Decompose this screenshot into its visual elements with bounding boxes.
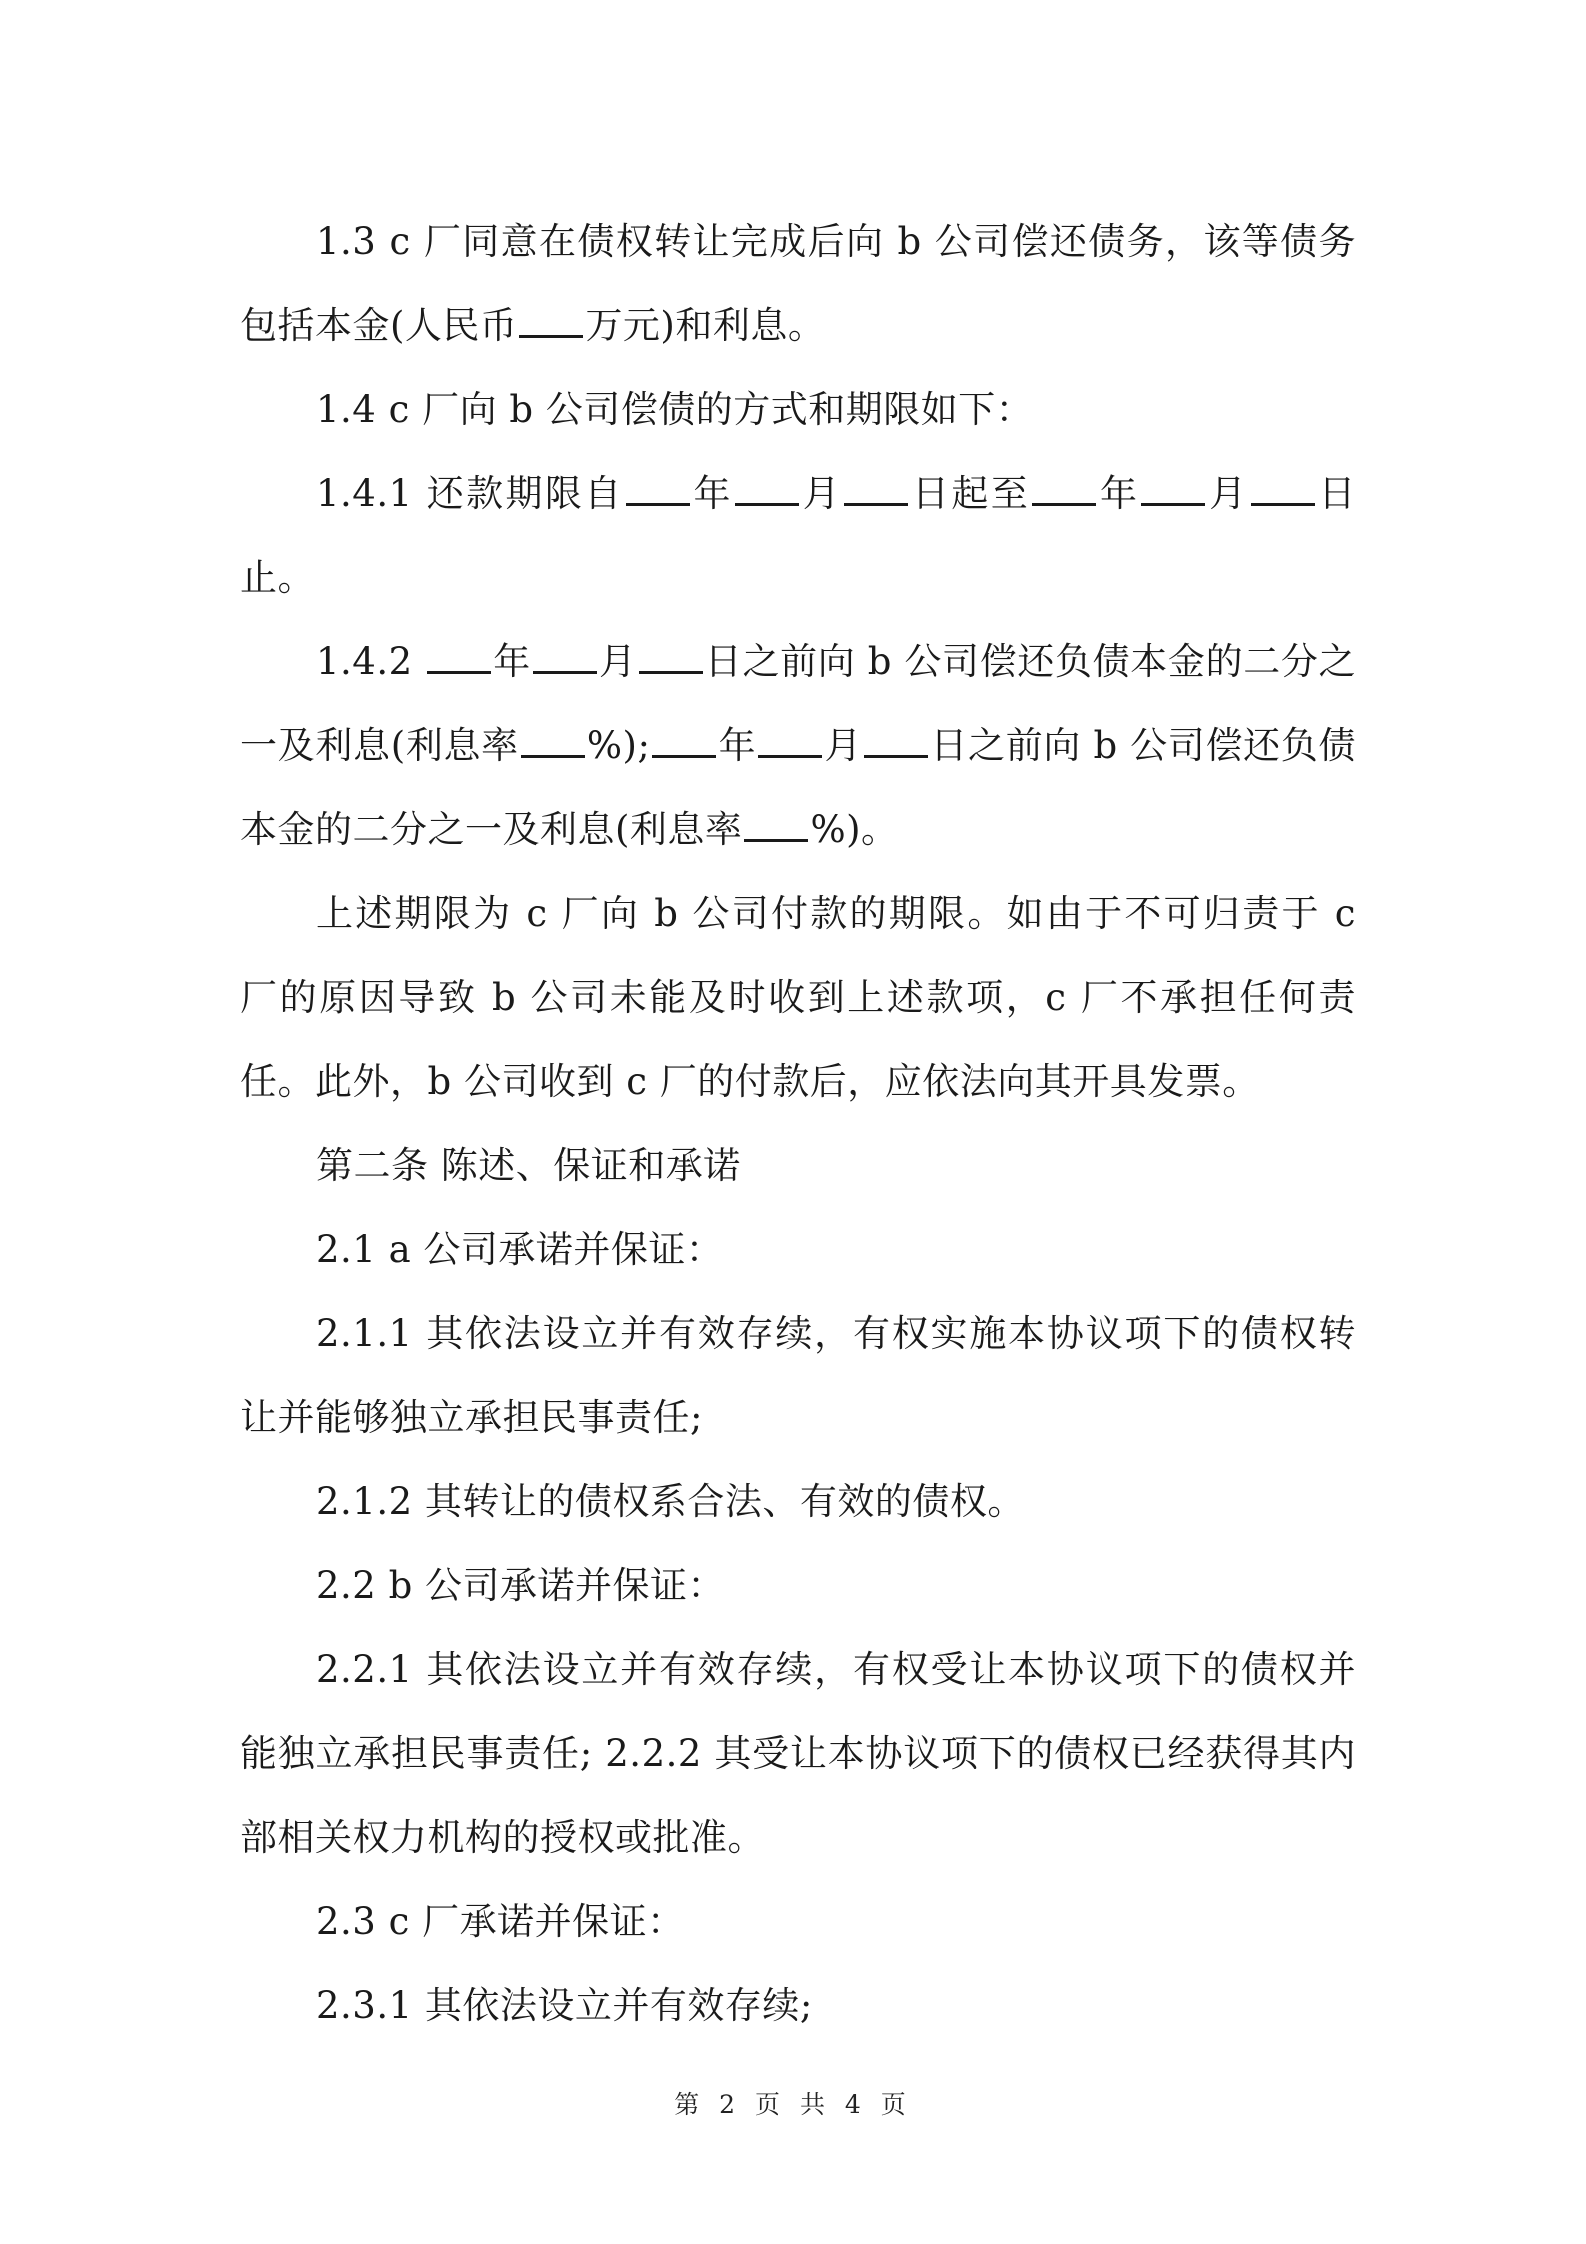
clause-text: 万元)和利息。 — [585, 304, 826, 347]
clause-2-3-1 — [240, 1964, 1356, 2048]
clause-2-1-2 — [240, 1460, 1356, 1544]
payment-period-note — [240, 872, 1356, 1124]
clause-text: 1.4.1 还款期限自 — [316, 472, 624, 515]
clause-text: %)。 — [810, 808, 899, 851]
blank-line — [427, 637, 491, 674]
clause-text: 2.1.1 其依法设立并有效存续，有权实施本协议项下的债权转让并能够独立承担民事责任; — [240, 1312, 1356, 1439]
clause-text: 1.4 c 厂向 b 公司偿债的方式和期限如下： — [316, 388, 1034, 431]
clause-text: 日止。 — [240, 472, 1357, 599]
blank-line — [735, 469, 799, 506]
clause-2-1-1 — [240, 1292, 1356, 1460]
clause-text: 日之前向 b 公司偿还负债本金的二分之一及利息(利息率 — [240, 640, 1357, 767]
blank-line — [639, 637, 703, 674]
blank-line — [1251, 469, 1315, 506]
clause-text: 2.2 b 公司承诺并保证： — [316, 1564, 726, 1607]
clause-1-4 — [240, 368, 1356, 452]
blank-line — [864, 721, 928, 758]
clause-text: 年 — [1098, 472, 1140, 515]
clause-1-3 — [240, 200, 1356, 368]
clause-text: 月 — [1207, 472, 1249, 515]
clause-text: 月 — [824, 724, 863, 767]
clause-2-2 — [240, 1544, 1356, 1628]
page-footer — [0, 2085, 1586, 2121]
blank-line — [758, 721, 822, 758]
clause-2-1 — [240, 1208, 1356, 1292]
document-page — [240, 200, 1356, 2048]
blank-line — [844, 469, 908, 506]
clause-text: 年 — [718, 724, 757, 767]
clause-text: 年 — [493, 640, 531, 683]
clause-text: 月 — [598, 640, 637, 683]
blank-line — [521, 721, 585, 758]
clause-text: 2.1 a 公司承诺并保证： — [316, 1228, 724, 1271]
clause-text: 上述期限为 c 厂向 b 公司付款的期限。如由于不可归责于 c 厂的原因导致 b 公司未能及时收到上述款项，c 厂不承担任何责任。此外，b 公司收到 c 厂的付款后，应依法向其开具发票。 — [240, 892, 1356, 1103]
blank-line — [1141, 469, 1205, 506]
article-2-heading — [240, 1124, 1356, 1208]
page-number-label: 第 2 页 共 4 页 — [674, 2090, 912, 2119]
clause-text: 2.3 c 厂承诺并保证： — [316, 1900, 685, 1943]
clause-2-3 — [240, 1880, 1356, 1964]
clause-text: 年 — [691, 472, 733, 515]
blank-line — [533, 637, 597, 674]
clause-2-2-1 — [240, 1628, 1356, 1880]
clause-text: 1.3 c 厂同意在债权转让完成后向 b 公司偿还债务，该等债务包括本金(人民币 — [240, 220, 1356, 347]
clause-text: 2.3.1 其依法设立并有效存续; — [316, 1984, 813, 2027]
blank-line — [626, 469, 690, 506]
clause-text: 2.1.2 其转让的债权系合法、有效的债权。 — [316, 1480, 1025, 1523]
blank-line — [519, 301, 583, 338]
clause-text: 2.2.1 其依法设立并有效存续，有权受让本协议项下的债权并能独立承担民事责任; 2.2.2 其受让本协议项下的债权已经获得其内部相关权力机构的授权或批准。 — [240, 1648, 1356, 1859]
blank-line — [744, 805, 808, 842]
clause-1-4-2 — [240, 620, 1356, 872]
blank-line — [652, 721, 716, 758]
clause-text: %); — [586, 724, 651, 767]
blank-line — [1032, 469, 1096, 506]
clause-text: 1.4.2 — [316, 640, 426, 683]
clause-text: 日起至 — [910, 472, 1031, 515]
clause-text: 月 — [800, 472, 843, 515]
clause-text: 日之前向 b 公司偿还负债本金的二分之一及利息(利息率 — [240, 724, 1357, 851]
clause-1-4-1 — [240, 452, 1356, 620]
clause-text: 第二条 陈述、保证和承诺 — [316, 1144, 741, 1187]
